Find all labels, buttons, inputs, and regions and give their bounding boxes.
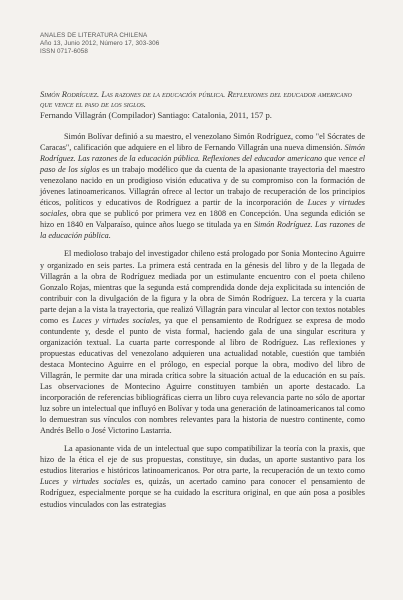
paragraph-3-work-title: Luces y virtudes sociales <box>40 477 130 487</box>
paragraph-1-work-title: Luces y virtudes sociales <box>40 198 365 219</box>
paragraph-2-work-title: Luces y virtudes sociales <box>72 315 160 325</box>
book-citation <box>40 89 365 121</box>
citation-publication: Fernando Villagrán (Compilador) Santiago: Catalonia, 2011, 157 p. <box>40 110 272 121</box>
citation-author: Simón Rodríguez. <box>40 88 100 99</box>
paragraph-1-book-title: Simón Rodríguez. Las razones de la educación pública. Reflexiones del educador americano que vence el paso de los siglos <box>40 143 365 175</box>
paragraph-1-text-c: es un trabajo modélico que da cuenta de la apasionante trayectoria del maestro venezolano nacido en un prodigioso visión educativa y de su compromiso con la formación de jóvenes latinoamericanos. Villagrán ofrece al lector un trabajo de recuperación de los principios éticos, políticos y educativos de Rodríguez a partir de la incorporación de <box>40 165 365 208</box>
paragraph-3-text-a: La apasionante vida de un intelectual que supo compatibilizar la teoría con la praxis, que hizo de la ética el eje de sus propuestas, constituye, sin dudas, un aporte sustantivo para los estudios literarios e históricos latinoamericanos. Por otra parte, la recuperación de un texto como <box>40 444 365 476</box>
journal-issn: ISSN 0717-6058 <box>40 48 88 56</box>
paragraph-2 <box>40 248 365 436</box>
paragraph-1-book-title-2: Simón Rodríguez. Las razones de la educación pública <box>40 220 366 241</box>
paragraph-1-text-g: . <box>108 231 111 241</box>
paragraph-1 <box>40 131 365 241</box>
paragraph-3-text-c: es, quizás, un acertado camino para conocer el pensamiento de Rodríguez, especialmente porque se ha cuidado la escritura original, en que aún posa a posibles estudios vinculados con las estrategias <box>40 477 365 509</box>
citation-title: Las razones de la educación pública. Reflexiones del educador americano que vence el paso de los siglos. <box>40 88 352 110</box>
paragraph-3 <box>40 443 365 509</box>
journal-name: ANALES DE LITERATURA CHILENA <box>40 32 148 39</box>
journal-header <box>40 32 365 57</box>
journal-issue: Año 13, Junio 2012, Número 17, 303-306 <box>40 40 160 48</box>
paragraph-1-text-e: , obra que se publicó por primera vez en 1808 en Concepción. Una segunda edición se hizo en 1840 en Valparaíso, quince años luego se titulada ya en <box>40 209 365 230</box>
paragraph-1-text-a: Simón Bolívar definió a su maestro, el venezolano Simón Rodríguez, como "el Sócrates de Caracas", calificación que adquiere en el libro de Fernando Villagrán una nueva dimensión. <box>40 132 365 153</box>
paragraph-2-text-a: El medioloso trabajo del investigador chileno está prologado por Sonia Montecino Aguirre y organizado en seis partes. La primera está centrada en la génesis del libro y de la llegada de Villagrán a la obra de Rodríguez mediada por un estimulante encuentro con el poeta chileno Gonzalo Rojas, mientras que la segunda está comprendida donde deja explicitada su intención de contribuir con la divulgación de la figura y la obra de Simón Rodríguez. La tercera y la cuarta parte dejan a la vista la trayectoria, que realizó Villagrán para vincular al lector con textos notables como es <box>40 249 365 325</box>
paragraph-2-text-c: , ya que el pensamiento de Rodríguez se expresa de modo contundente y, desde el punto de vista formal, haciendo gala de una singular escritura y organización textual. La cuarta parte corresponde al libro de Rodríguez. Las reflexiones y propuestas educativas del venezolano adquieren una actualidad notable, cuestión que también destaca Montecino Aguirre en el prólogo, en especial porque la obra, modivo del libro de Villagrán, le permite dar una mirada crítica sobre la situación actual de la educación en su país. Las observaciones de Montecino Aguirre constituyen también un aporte destacado. La incorporación de referencias bibliográficas cierra un libro cuya relevancia parte no sólo de aportar luz sobre un intelectual que influyó en Bolívar y toda una generación de latinoamericanos tal como lo demuestran sus vínculos con nombres relevantes para la historia de nuestro continente, como Andrés Bello o José Victorino Lastarria. <box>40 315 365 436</box>
